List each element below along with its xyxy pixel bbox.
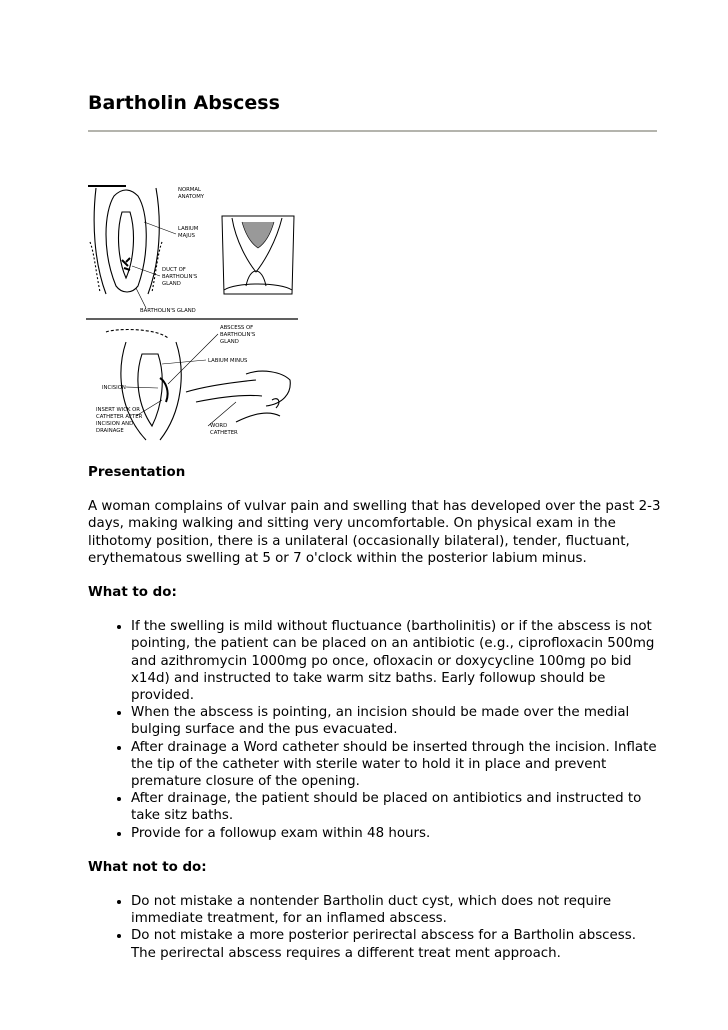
- anatomy-drawing: [86, 182, 298, 448]
- list-item: • Provide for a followup exam within 48 hours.: [131, 825, 663, 842]
- inset-drawing: [222, 216, 294, 294]
- label-normal-anatomy-2: ANATOMY: [178, 194, 205, 200]
- label-insert-wick-4: DRAINAGE: [96, 428, 124, 434]
- label-insert-wick-1: INSERT WICK OR: [96, 407, 140, 413]
- list-item: • After drainage, the patient should be placed on antibiotics and instructed to take sitz baths.: [131, 790, 663, 824]
- label-gland: BARTHOLIN'S GLAND: [140, 308, 196, 314]
- list-item: • Do not mistake a more posterior perirectal abscess for a Bartholin abscess. The perirectal abscess requires a different treat ment approach.: [131, 927, 663, 961]
- list-item: • Do not mistake a nontender Bartholin duct cyst, which does not require immediate treatment, for an inflamed abscess.: [131, 893, 663, 927]
- what-to-do-list: [88, 618, 663, 842]
- label-incision: INCISION: [102, 385, 126, 391]
- label-labium-minus: LABIUM MINUS: [208, 358, 248, 364]
- presentation-text: A woman complains of vulvar pain and swelling that has developed over the past 2-3 days, making walking and sitting very uncomfortable. On physical exam in the lithotomy position, there is a unilateral (occasionally bilateral), tender, fluctuant, erythematous swelling at 5 or 7 o'clock within the posterior labium minus.: [88, 499, 661, 566]
- list-item: • After drainage a Word catheter should be inserted through the incision. Inflate the tip of the catheter with sterile water to hold it in place and prevent premature closure of the opening.: [131, 739, 663, 791]
- leader-lines: [126, 222, 236, 426]
- main-content: [88, 464, 663, 979]
- label-duct-2: BARTHOLIN'S: [162, 274, 198, 280]
- label-word-catheter-1: WORD: [210, 423, 228, 429]
- label-insert-wick-2: CATHETER AFTER: [96, 414, 143, 420]
- label-abscess-1: ABSCESS OF: [220, 325, 254, 331]
- page-title: Bartholin Abscess: [88, 92, 280, 114]
- list-item: • When the abscess is pointing, an incision should be made over the medial bulging surface and the pus evacuated.: [131, 704, 663, 738]
- normal-anatomy-drawing: [88, 186, 162, 294]
- illustration-labels: [96, 187, 256, 436]
- what-not-to-do-list: [88, 893, 663, 962]
- label-word-catheter-2: CATHETER: [210, 430, 238, 436]
- title-divider: [88, 130, 657, 132]
- label-insert-wick-3: INCISION AND: [96, 421, 134, 427]
- label-abscess-2: BARTHOLIN'S: [220, 332, 256, 338]
- label-abscess-3: GLAND: [220, 339, 239, 345]
- label-labium-majus-2: MAJUS: [178, 233, 195, 239]
- what-not-to-do-heading: What not to do:: [88, 859, 207, 875]
- label-duct-3: GLAND: [162, 281, 181, 287]
- label-normal-anatomy-1: NORMAL: [178, 187, 201, 193]
- incision-drawing: [106, 330, 290, 440]
- label-duct-1: DUCT OF: [162, 267, 186, 273]
- anatomy-illustration: [86, 182, 298, 448]
- label-labium-majus-1: LABIUM: [178, 226, 199, 232]
- presentation-heading: Presentation: [88, 465, 186, 480]
- list-item: • If the swelling is mild without fluctuance (bartholinitis) or if the abscess is not pointing, the patient can be placed on an antibiotic (e.g., ciprofloxacin 500mg and azithromycin 1000mg po once, ofloxacin or doxycycline 100mg po bid x14d) and instructed to take warm sitz baths. Early followup should be provided.: [131, 618, 663, 704]
- what-to-do-heading: What to do:: [88, 585, 177, 601]
